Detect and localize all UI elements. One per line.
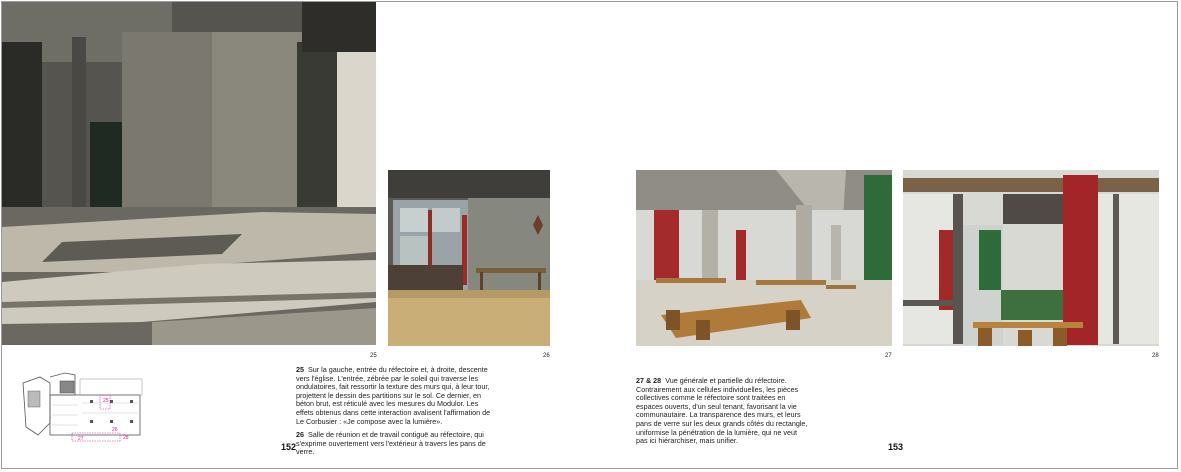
caption-25: 25 Sur la gauche, entrée du réfectoire et, à droite, descente vers l'église. L'entrée, zébrée par le soleil qui traverse les ondulatoires, fait ressortir la texture des murs qui, à leur tour, projettent le dessin des partitions sur le sol. Ce dernier, en béton brut, est réticulé avec les mesures du Modulor. Les effets obtenus dans cette interaction avalisent l'affirmation de Le Corbusier : «Je compose avec la lumière».	[296, 365, 491, 426]
plan-label-25: 25	[103, 398, 109, 404]
figure-number-27: 27	[885, 353, 892, 359]
plan-label-26: 26	[112, 427, 118, 433]
plan-label-28: 28	[123, 435, 129, 441]
photo-27	[636, 170, 892, 346]
book-spread	[1, 1, 1178, 469]
caption-block-left	[296, 366, 496, 462]
page-number-left: 152	[281, 442, 297, 452]
figure-number-26: 26	[543, 353, 550, 359]
page-number-right: 153	[888, 442, 904, 452]
plan-label-27: 27	[78, 436, 84, 442]
caption-block-right	[636, 377, 808, 451]
photo-25	[2, 2, 376, 345]
caption-26: 26 Salle de réunion et de travail contiguë au réfectoire, qui s'exprime ouvertement vers l'extérieur à travers les pans de verre.	[296, 430, 486, 457]
floor-plan-thumbnail	[20, 365, 144, 445]
caption-27-28: 27 & 28 Vue générale et partielle du réfectoire. Contrairement aux cellules individuelles, les pièces collectives comme le réfectoire sont traitées en espaces ouverts, d'un seul tenant, favorisant la vie communautaire. La transparence des murs, et leurs pans de verre sur les deux grands côtés du rectangle, uniformise la pénétration de la lumière, qui ne veut pas ici hiérarchiser, mais unifier.	[636, 376, 808, 446]
figure-number-25: 25	[370, 353, 377, 359]
photo-26	[388, 170, 550, 346]
figure-number-28: 28	[1152, 353, 1159, 359]
photo-28	[903, 170, 1159, 346]
